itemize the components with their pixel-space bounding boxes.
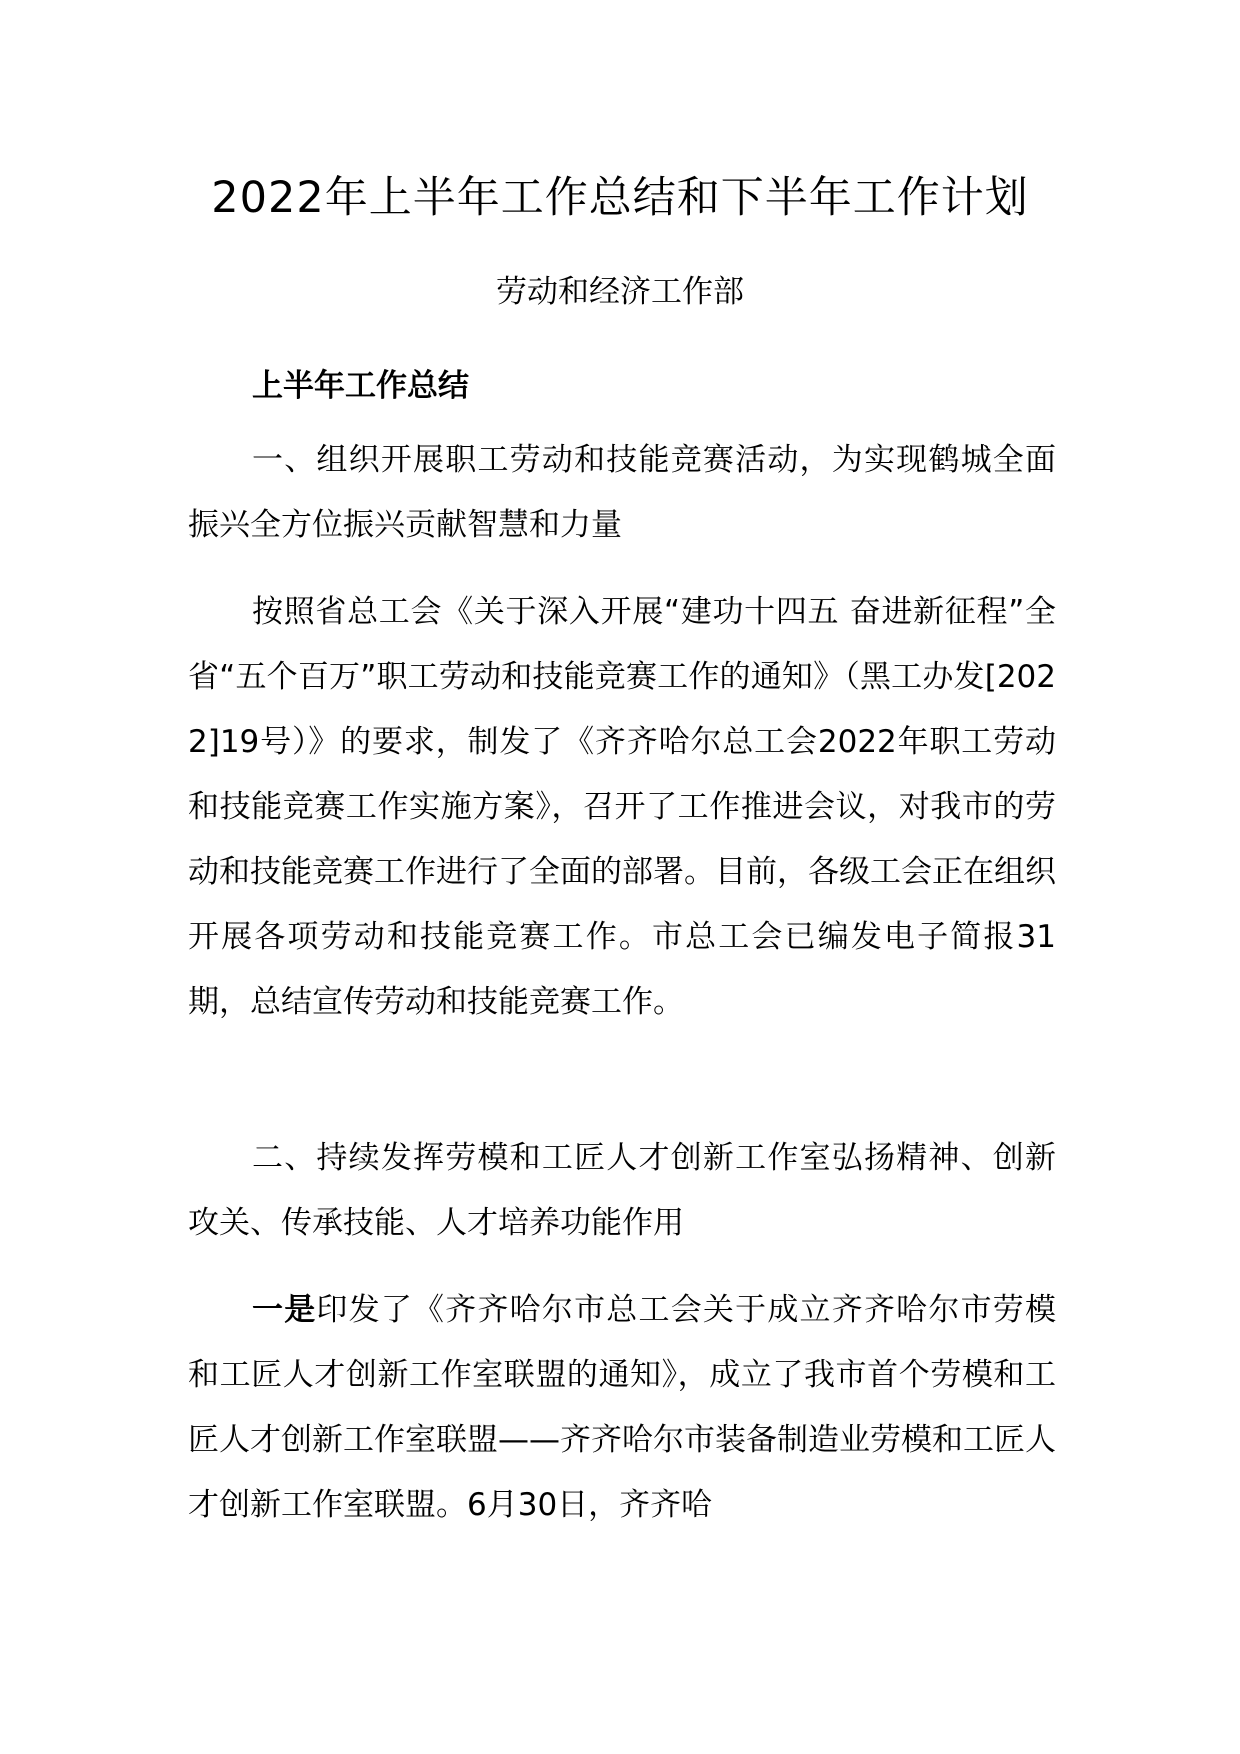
- department-name: 劳动和经济工作部: [496, 274, 744, 310]
- document-title: 2022年上半年工作总结和下半年工作计划: [211, 173, 1029, 223]
- item-2-body-text: 印发了《齐齐哈尔市总工会关于成立齐齐哈尔市劳模和工匠人才创新工作室联盟的通知》，成立了我市首个劳模和工匠人才创新工作室联盟——齐齐哈尔市装备制造业劳模和工匠人才创新工作室联盟。6月30日，齐齐哈: [188, 1292, 1057, 1523]
- item-2-lead-text: 一是: [252, 1292, 317, 1328]
- item-1-paragraph: 按照省总工会《关于深入开展“建功十四五 奋进新征程”全省“五个百万”职工劳动和技能竞赛工作的通知》（黑工办发[2022]19号）》的要求，制发了《齐齐哈尔总工会2022年职工劳动和技能竞赛工作实施方案》，召开了工作推进会议，对我市的劳动和技能竞赛工作进行了全面的部署。目前，各级工会正在组织开展各项劳动和技能竞赛工作。市总工会已编发电子简报31期，总结宣传劳动和技能竞赛工作。: [188, 594, 1056, 1020]
- section-heading: 上半年工作总结: [252, 368, 469, 404]
- item-heading-2: 二、持续发挥劳模和工匠人才创新工作室弘扬精神、创新攻关、传承技能、人才培养功能作用: [188, 1140, 1056, 1241]
- item-2-paragraph: [188, 1278, 1056, 1538]
- item-heading-1: 一、组织开展职工劳动和技能竞赛活动，为实现鹤城全面振兴全方位振兴贡献智慧和力量: [188, 442, 1056, 543]
